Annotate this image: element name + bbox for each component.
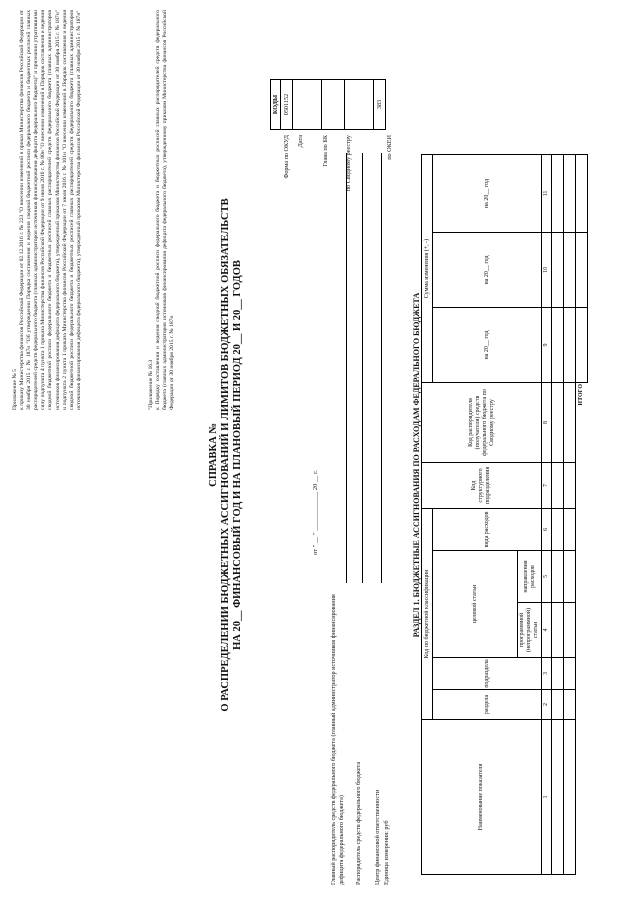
table-cell[interactable] [552,509,564,551]
registry-value[interactable] [345,80,374,130]
table-cell[interactable] [564,690,576,720]
codes-header: КОДЫ [271,80,281,130]
table-cell[interactable] [552,308,564,383]
col-type-header: вида расходов [433,509,542,551]
distributor-label: Распорядитель средств федерального бюджета [355,761,362,885]
bk-value[interactable] [322,80,345,130]
col-recipient-header: Код распорядителя (получателя) средств федерального бюджета по Сводному реестру [422,383,542,463]
col-number: 2 [542,690,552,720]
date-value[interactable] [293,80,322,130]
responsibility-center-line[interactable] [381,153,382,583]
col-y3-header: на 20__ год [433,155,542,233]
col-number: 10 [542,233,552,308]
title-line-1: СПРАВКА № [208,423,219,487]
table-cell[interactable] [552,690,564,720]
title-line-3: НА 20__ ФИНАНСОВЫЙ ГОД И НА ПЛАНОВЫЙ ПЕРИОД 20__ И 20__ ГОДОВ [232,260,243,650]
table-cell[interactable] [564,720,576,875]
total-label: ИТОГО [576,383,588,875]
date-label: Дата [297,135,304,148]
col-y2-header: на 20__ год [433,233,542,308]
table-cell[interactable] [564,603,576,658]
appendix-head-text: к приказу Министерства финансов Российской Федерации от 02.12.2016 г. № 223 "О внесении изменений в приказ Министерства финансов Российской Федерации от 30 ноября 2015 г. № 187н "Об утверждении Порядка составления и ведения сводной бюджетной росписи федерального бюджета и бюджетных росписей главных распорядителей средств федерального бюджета (главных администраторов источников финансирования дефицита федерального бюджета)" и признании утратившими силу подпункта 4 пункта 1 приказа Министерства финансов Российской Федерации от 9 июня 2016 г. № 80н "О внесении изменений в Порядок составления и ведения сводной бюджетной росписи федерального бюджета и бюджетных росписей главных распорядителей средств федерального бюджета (главных администраторов источников финансирования дефицита федерального бюджета), утвержденный приказом Министерства финансов Российской Федерации от 30 ноября 2015 г. № 187н" и подпункта 2 пункта 1 приказа Министерства финансов Российской Федерации от 7 июля 2016 г. № 101н "О внесении изменений в Порядок составления и ведения сводной бюджетной росписи федерального бюджета и бюджетных росписей главных распорядителей средств федерального бюджета (главных администраторов источников финансирования дефицита федерального бюджета), утвержденный приказом Министерства финансов Российской Федерации от 30 ноября 2015 г. № 187н" [19,10,82,410]
table-cell[interactable] [552,233,564,308]
okei-label: по ОКЕИ [386,135,393,160]
col-sum-header: Сумма изменения (+, -) [422,155,433,383]
col-struct-header: Код структурного подразделения [422,463,542,509]
table-cell[interactable] [564,233,576,308]
col-section-header: раздела [433,690,542,720]
title-line-2: О РАСПРЕДЕЛЕНИИ БЮДЖЕТНЫХ АССИГНОВАНИЙ И ЛИМИТОВ БЮДЖЕТНЫХ ОБЯЗАТЕЛЬСТВ [220,198,231,712]
table-cell[interactable] [552,463,564,509]
okud-value: 0501152 [281,80,293,130]
registry-label: по Сводному реестру [345,135,352,192]
total-cell[interactable] [576,308,588,383]
col-number: 8 [542,383,552,463]
col-number: 6 [542,509,552,551]
table-cell[interactable] [552,720,564,875]
table-cell[interactable] [552,551,564,603]
col-number: 9 [542,308,552,383]
col-target-header: целевой статьи [433,551,518,658]
col-kbk-header: Код по бюджетной классификации [422,509,433,720]
col-program-header: программной (непрограммной) статьи [518,603,542,658]
date-line: от " __ " ____________ 20 __ г. [312,470,319,555]
table-cell[interactable] [552,603,564,658]
appendix-sub-text: к Порядку составления и ведения сводной бюджетной росписи федерального бюджета и бюджетных росписей главных распорядителей средств федерального бюджета (главных администраторов источников финансирования дефицита федерального бюджета), утвержденному приказом Министерства финансов Российской Федерации от 30 ноября 2015 г. № 187н [155,10,176,410]
table-cell[interactable] [552,155,564,233]
table-cell[interactable] [564,383,576,463]
col-number: 7 [542,463,552,509]
table-cell[interactable] [564,463,576,509]
table-row [564,155,576,875]
table-cell[interactable] [552,383,564,463]
appendix-sub [148,10,176,410]
appendix-head-label: Приложение № 5 [12,369,18,410]
total-cell[interactable] [576,233,588,308]
table-cell[interactable] [564,509,576,551]
table-cell[interactable] [564,658,576,690]
expenses-table [421,154,588,875]
total-cell[interactable] [576,155,588,233]
codes-table [270,79,386,130]
responsibility-center-label: Центр финансовой ответственности [374,789,381,885]
appendix-sub-label: "Приложение № 16.3 [148,359,154,410]
col-subsection-header: подраздела [433,658,542,690]
okei-value: 383 [374,80,386,130]
total-row [576,155,588,875]
document-title [208,155,244,755]
distributor-line[interactable] [362,153,363,583]
col-name-header: Наименование показателя [422,720,542,875]
col-number: 1 [542,720,552,875]
okud-label: Форма по ОКУД [283,135,290,179]
table-cell[interactable] [564,551,576,603]
section-title: РАЗДЕЛ 1. БЮДЖЕТНЫЕ АССИГНОВАНИЯ ПО РАСХОДАМ ФЕДЕРАЛЬНОГО БЮДЖЕТА [412,292,421,638]
table-row [552,155,564,875]
col-number: 5 [542,551,552,603]
table-cell[interactable] [564,155,576,233]
table-cell[interactable] [564,308,576,383]
table-cell[interactable] [552,658,564,690]
col-direction-header: направления расходов [518,551,542,603]
unit-label: Единица измерения: руб [383,820,390,885]
main-distributor-label: Главный распорядитель средств федерального бюджета (главный администратор источников финансирования дефицита федерального бюджета) [330,594,345,885]
col-y1-header: на 20__ год [433,308,542,383]
col-number: 11 [542,155,552,233]
appendix-head [12,10,83,410]
bk-label: Глава по БК [322,135,329,167]
col-number: 4 [542,603,552,658]
col-number: 3 [542,658,552,690]
